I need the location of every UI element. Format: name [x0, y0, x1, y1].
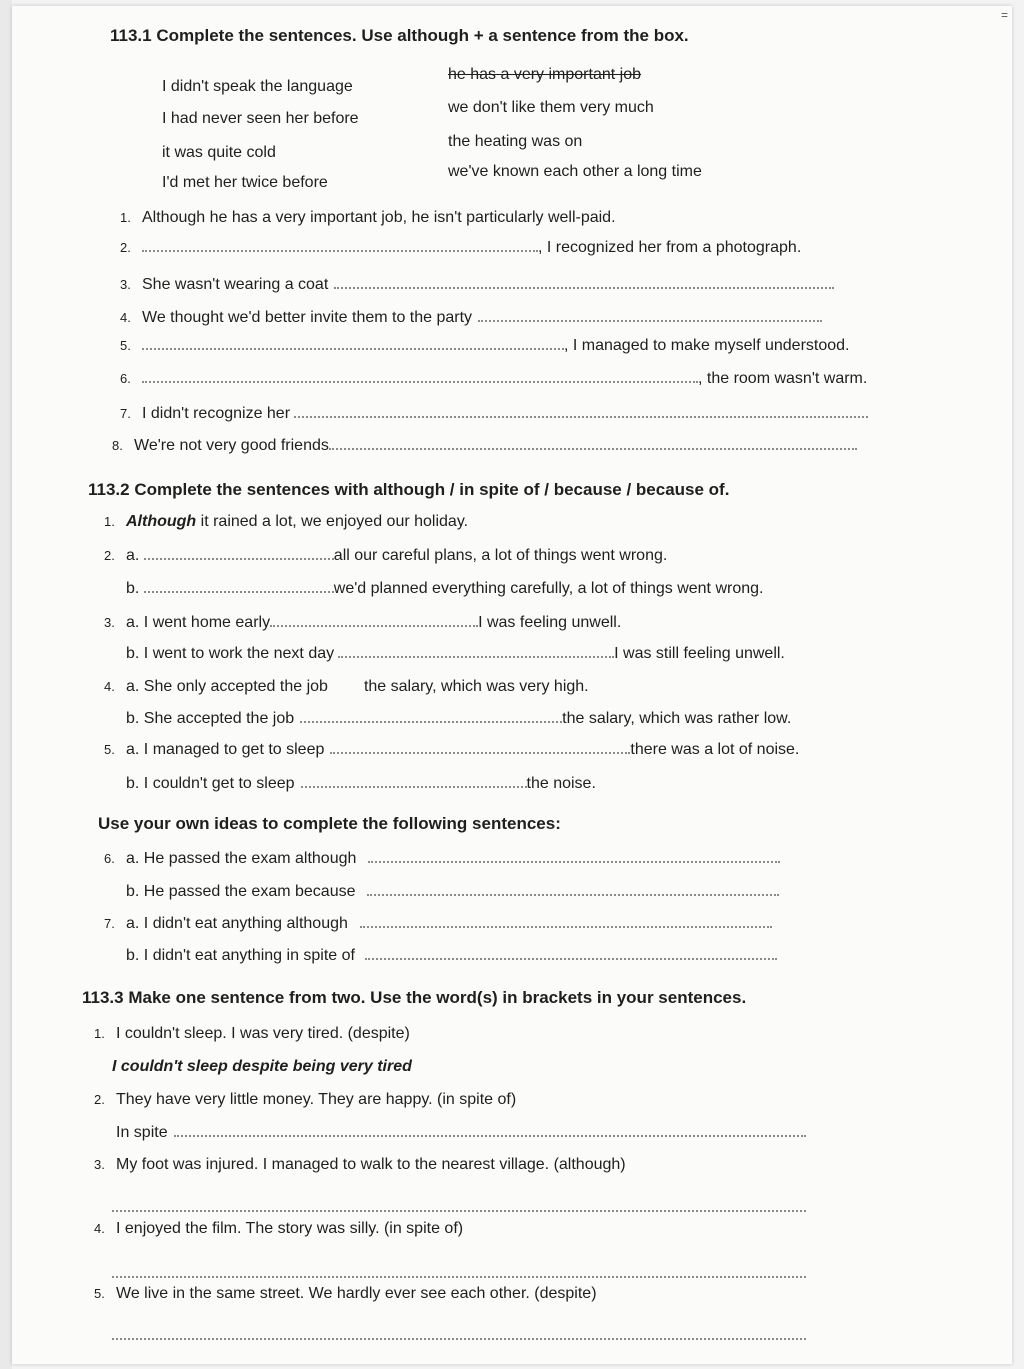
sentence-start: We thought we'd better invite them to the party: [142, 309, 473, 326]
sentence-end: there was a lot of noise.: [630, 741, 800, 758]
answer-blank[interactable]: [112, 1198, 806, 1212]
answer-line: [112, 1264, 806, 1283]
item-number: 7.: [104, 916, 115, 931]
example-answer: I couldn't sleep despite being very tired: [112, 1058, 412, 1075]
sentence-end: , I recognized her from a photograph.: [538, 239, 802, 256]
exercise-item: [104, 740, 799, 759]
exercise-item: [94, 1156, 626, 1174]
answer-prefix: In spite: [116, 1124, 168, 1141]
exercise-item: [104, 882, 779, 901]
sentence-start: She accepted the job: [143, 710, 295, 727]
sub-letter: b.: [126, 580, 140, 597]
answer-blank[interactable]: [142, 238, 538, 252]
exercise-item: [120, 209, 616, 227]
sub-letter: a.: [126, 678, 140, 695]
sentence-text: I enjoyed the film. The story was silly. (in spite of): [116, 1220, 464, 1237]
item-number: 2.: [104, 548, 115, 563]
answer-blank[interactable]: [360, 914, 772, 928]
answer-line: [116, 1123, 806, 1142]
exercise-item: [120, 275, 834, 294]
sub-letter: a.: [126, 850, 140, 867]
item-number: 5.: [94, 1286, 105, 1301]
sentence-text: it rained a lot, we enjoyed our holiday.: [200, 513, 469, 530]
box-item: I'd met her twice before: [162, 174, 328, 191]
exercise-item: [104, 613, 621, 632]
box-item: I didn't speak the language: [162, 78, 353, 95]
sentence-start: He passed the exam because: [143, 883, 356, 900]
exercise-item: [104, 579, 763, 598]
sub-letter: b.: [126, 645, 140, 662]
sentence-end: , I managed to make myself understood.: [564, 337, 850, 354]
sentence-start: She only accepted the job: [143, 678, 328, 695]
sub-letter: b.: [126, 883, 140, 900]
exercise-item: [94, 1091, 516, 1109]
sentence-end: all our careful plans, a lot of things went wrong.: [333, 547, 668, 564]
sub-letter: b.: [126, 775, 140, 792]
exercise-item: [120, 336, 849, 355]
answer-blank[interactable]: [142, 336, 564, 350]
box-item: it was quite cold: [162, 144, 276, 161]
sentence-start: I went to work the next day: [143, 645, 335, 662]
corner-mark: =: [1000, 8, 1008, 22]
box-item: we've known each other a long time: [448, 163, 702, 180]
sentence-start: I couldn't get to sleep: [143, 775, 295, 792]
exercise-item: [104, 678, 589, 696]
sentence-start: He passed the exam although: [143, 850, 357, 867]
item-number: 4.: [120, 310, 131, 325]
answer-blank[interactable]: [367, 882, 779, 896]
answer-blank[interactable]: [329, 436, 857, 450]
item-number: 3.: [94, 1157, 105, 1172]
exercise-item: [104, 849, 780, 868]
sub-letter: a.: [126, 547, 140, 564]
box-item-used: he has a very important job: [448, 66, 641, 83]
own-ideas-title: Use your own ideas to complete the following sentences:: [98, 814, 561, 833]
answer-blank[interactable]: [301, 774, 527, 788]
answer-blank[interactable]: [300, 709, 562, 723]
worksheet-page: [12, 6, 1012, 1364]
exercise-item: [112, 436, 857, 455]
answer-blank[interactable]: [338, 644, 614, 658]
exercise-item: [104, 709, 791, 728]
sentence-start: I didn't recognize her: [142, 405, 291, 422]
sentence-text: They have very little money. They are happy. (in spite of): [116, 1091, 517, 1108]
sentence-start: She wasn't wearing a coat: [142, 276, 329, 293]
sentence-start: I didn't eat anything although: [143, 915, 348, 932]
sentence-end: the noise.: [526, 775, 596, 792]
item-number: 1.: [120, 210, 131, 225]
sentence-text: My foot was injured. I managed to walk to the nearest village. (although): [116, 1156, 626, 1173]
exercise-item: [104, 644, 785, 663]
exercise-item: [94, 1025, 410, 1043]
sentence-end: , the room wasn't warm.: [698, 370, 868, 387]
sentence-start: I didn't eat anything in spite of: [143, 947, 355, 964]
sentence-end: the salary, which was very high.: [363, 678, 589, 695]
example-answer: Although: [126, 513, 197, 530]
box-item: I had never seen her before: [162, 110, 359, 127]
answer-line: [112, 1198, 806, 1217]
exercise-item: [104, 513, 468, 531]
sub-letter: a.: [126, 614, 140, 631]
exercise-item: [104, 914, 772, 933]
item-number: 5.: [104, 742, 115, 757]
item-number: 1.: [94, 1026, 105, 1041]
item-number: 5.: [120, 338, 131, 353]
sub-letter: b.: [126, 710, 140, 727]
example-sentence: Although he has a very important job, he isn't particularly well-paid.: [142, 209, 616, 226]
exercise-113-1-title: 113.1 Complete the sentences. Use although + a sentence from the box.: [110, 26, 689, 45]
answer-blank[interactable]: [144, 579, 334, 593]
exercise-item: [120, 369, 867, 388]
answer-blank[interactable]: [478, 308, 822, 322]
exercise-113-3-title: 113.3 Make one sentence from two. Use the word(s) in brackets in your sentences.: [82, 988, 747, 1007]
exercise-item: [104, 774, 596, 793]
answer-blank[interactable]: [144, 546, 334, 560]
item-number: 2.: [120, 240, 131, 255]
item-number: 6.: [104, 851, 115, 866]
item-number: 7.: [120, 406, 131, 421]
sentence-end: I was feeling unwell.: [478, 614, 622, 631]
sentence-start: I went home early: [143, 614, 271, 631]
answer-blank[interactable]: [334, 275, 834, 289]
answer-blank[interactable]: [174, 1123, 806, 1137]
sentence-text: I couldn't sleep. I was very tired. (despite): [116, 1025, 410, 1042]
answer-blank[interactable]: [112, 1326, 806, 1340]
answer-blank[interactable]: [368, 849, 780, 863]
sentence-start: We're not very good friends: [134, 437, 329, 454]
exercise-item: [120, 308, 822, 327]
background-edge: [0, 0, 12, 1369]
answer-blank[interactable]: [142, 369, 698, 383]
sentence-end: we'd planned everything carefully, a lot of things went wrong.: [333, 580, 764, 597]
sentence-end: the salary, which was rather low.: [562, 710, 792, 727]
item-number: 1.: [104, 514, 115, 529]
answer-blank[interactable]: [330, 740, 630, 754]
exercise-item: [120, 404, 868, 423]
item-number: 4.: [104, 679, 115, 694]
item-number: 3.: [120, 277, 131, 292]
exercise-item: [120, 238, 801, 257]
sentence-end: I was still feeling unwell.: [614, 645, 785, 662]
sub-letter: a.: [126, 915, 140, 932]
box-item: the heating was on: [448, 133, 583, 150]
sentence-text: We live in the same street. We hardly ever see each other. (despite): [116, 1285, 597, 1302]
answer-blank[interactable]: [365, 946, 777, 960]
sub-letter: a.: [126, 741, 140, 758]
answer-blank[interactable]: [112, 1264, 806, 1278]
exercise-113-2-title: 113.2 Complete the sentences with although / in spite of / because / because of.: [88, 480, 730, 499]
item-number: 4.: [94, 1221, 105, 1236]
exercise-item: [94, 1285, 597, 1303]
sub-letter: b.: [126, 947, 140, 964]
item-number: 6.: [120, 371, 131, 386]
answer-blank[interactable]: [270, 613, 478, 627]
exercise-item: [104, 946, 777, 965]
item-number: 8.: [112, 438, 123, 453]
item-number: 3.: [104, 615, 115, 630]
answer-blank[interactable]: [294, 404, 868, 418]
answer-line: [112, 1326, 806, 1345]
exercise-item: [94, 1220, 463, 1238]
box-item: we don't like them very much: [448, 99, 654, 116]
item-number: 2.: [94, 1092, 105, 1107]
exercise-item: [104, 546, 667, 565]
sentence-start: I managed to get to sleep: [143, 741, 325, 758]
